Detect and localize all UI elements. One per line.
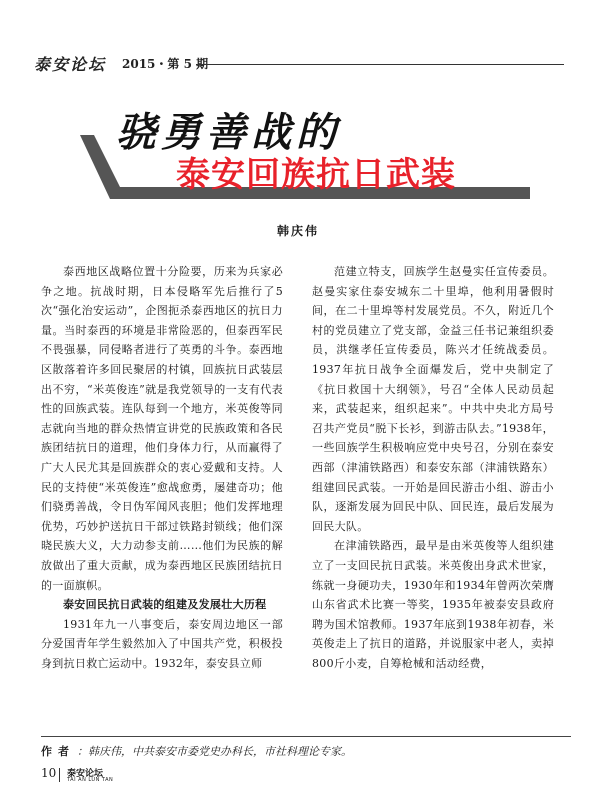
paragraph: 泰西地区战略位置十分险要，历来为兵家必争之地。抗战时期，日本侵略军先后推行了5次“强化治安运动”，企图扼杀泰西地区的抗日力量。当时泰西的环境是非常险恶的，但泰西军民不畏强暴，同侵略者进行了英勇的斗争。泰西地区散落着许多回民聚居的村镇，回族抗日武装层出不穷，“米英俊连”就是我党领导的一支有代表性的回族武装。连队每到一个地方，米英俊等同志就向当地的群众热情宣讲党的民族政策和各民族团结抗日的道理，他们身体力行，从而赢得了广大人民尤其是回族群众的衷心爱戴和支持。人民的支持使“米英俊连”愈战愈勇，屡建奇功；他们骁勇善战，令日伪军闻风丧胆；他们发挥地理优势，巧妙护送抗日干部过铁路封锁线；他们深晓民族大义，大力动参支前……他们为民族的解放做出了重大贡献，成为泰西地区民族团结抗日的一面旗帜。 [41,265,283,592]
left-column [41,262,283,673]
page-number: 10 [41,766,57,780]
right-column [312,262,554,673]
title-line-1: 骁勇善战的 [116,109,341,156]
page-header [34,52,564,74]
footer-divider [59,768,60,782]
author-byline: 韩庆伟 [276,224,319,238]
author-note-label: 作者 [41,745,75,758]
article-title [80,95,530,215]
author-note-text: ：韩庆伟，中共泰安市委党史办科长，市社科理论专家。 [77,745,352,758]
issue-label: 2015・第 5 期 [122,57,209,71]
page-footer [41,766,161,784]
paragraph: 范建立特支，回族学生赵曼实任宣传委员。赵曼实家住泰安城东二十里埠，他利用暑假时间，在二十里埠等村发展党员。不久，附近几个村的党员建立了党支部，金益三任书记兼组织委员，洪继孝任宣传委员，陈兴才任统战委员。1937年抗日战争全面爆发后，党中央制定了《抗日救国十大纲领》，号召“全体人民动员起来，武装起来，组织起来”。中共中央北方局号召共产党员“脱下长衫，到游击队去。”1938年，一些回族学生积极响应党中央号召，分别在泰安西部（津浦铁路西）和泰安东部（津浦铁路东）组建回民武装。一开始是回民游击小组、游击小队，逐渐发展为回民中队、回民连，最后发展为回民大队。 [312,265,554,533]
paragraph: 在津浦铁路西，最早是由米英俊等人组织建立了一支回民抗日武装。米英俊出身武术世家，练就一身硬功夫，1930年和1934年曾两次荣膺山东省武术比赛一等奖，1935年被泰安县政府聘为国术馆教师。1937年底到1938年初春，米英俊走上了抗日的道路，并说服家中老人，卖掉800斤小麦，自筹枪械和活动经费， [312,539,554,670]
author-note [41,736,571,759]
footer-brand-en: TAI AN LUN TAN [67,777,114,783]
header-rule [196,64,564,65]
section-subheading: 泰安回民抗日武装的组建及发展壮大历程 [63,598,267,612]
journal-name: 泰安论坛 [34,55,107,74]
footer-brand: 泰安论坛 [67,769,104,779]
paragraph: 1931年九一八事变后，泰安周边地区一部分爱国青年学生毅然加入了中国共产党，积极投身到抗日救亡运动中。1932年，泰安县立师 [41,617,283,670]
title-line-2: 泰安回族抗日武装 [176,155,456,195]
